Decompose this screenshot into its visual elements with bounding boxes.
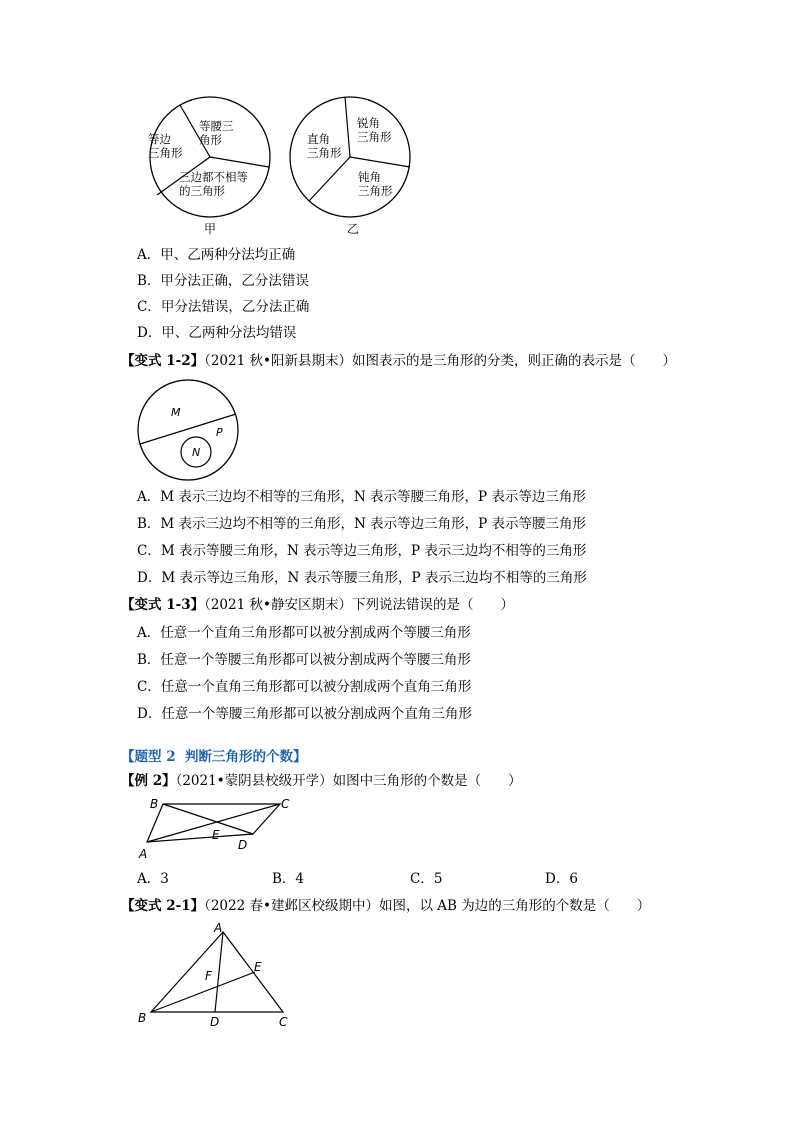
q1-3-option-a[interactable]: A．任意一个直角三角形都可以被分割成两个等腰三角形 <box>137 625 471 641</box>
q1-2-stem: （2021 秋•阳新县期末）如图表示的是三角形的分类，则正确的表示是（ ） <box>204 353 676 369</box>
ex2-label-e: E <box>212 828 220 842</box>
q1-3-option-d[interactable]: D．任意一个等腰三角形都可以被分割成两个直角三角形 <box>137 706 472 722</box>
ex2-label-c: C <box>281 797 290 811</box>
ex2-stem: （2021•蒙阴县校级开学）如图中三角形的个数是（ ） <box>175 773 522 789</box>
q2-1-label-b: B <box>138 1011 147 1025</box>
q1-1-option-a[interactable]: A．甲、乙两种分法均正确 <box>137 247 296 263</box>
figure-mnp-circle <box>136 378 240 482</box>
jia-scalene-l1: 三边都不相等 <box>179 170 248 184</box>
q1-2-question <box>121 352 676 370</box>
q1-2-option-a[interactable]: A．M 表示三边均不相等的三角形，N 表示等腰三角形，P 表示等边三角形 <box>137 489 586 505</box>
q1-3-stem: （2021 秋•静安区期末）下列说法错误的是（ ） <box>204 597 514 613</box>
ex2-option-a[interactable]: A．3 <box>137 871 169 887</box>
q1-1-option-b[interactable]: B．甲分法正确，乙分法错误 <box>137 273 309 289</box>
pie-yi <box>290 97 410 236</box>
jia-equilateral-l2: 三角形 <box>148 146 183 160</box>
q2-1-label-e: E <box>254 960 262 974</box>
q1-2-option-d[interactable]: D．M 表示等边三角形，N 表示等腰三角形，P 表示三边均不相等的三角形 <box>137 570 587 586</box>
jia-isosceles-l1: 等腰三 <box>199 119 234 133</box>
section-2-tag: 【题型 2 <box>121 749 176 765</box>
figure-triangle-classification-pies <box>135 95 435 240</box>
yi-obtuse-l2: 三角形 <box>358 184 393 198</box>
jia-caption: 甲 <box>204 222 217 236</box>
q2-1-stem: （2022 春•建邺区校级期中）如图，以 AB 为边的三角形的个数是（ ） <box>204 898 651 914</box>
pie-jia <box>148 97 270 236</box>
ex2-label-d: D <box>238 838 248 852</box>
q2-1-label-c: C <box>279 1015 288 1029</box>
label-p: P <box>216 426 223 439</box>
ex2-label-b: B <box>150 797 159 811</box>
q2-1-question <box>121 897 650 915</box>
q1-2-option-c[interactable]: C．M 表示等腰三角形，N 表示等边三角形，P 表示三边均不相等的三角形 <box>137 543 587 559</box>
label-n: N <box>192 446 201 459</box>
figure-triangle-abc <box>135 918 305 1030</box>
yi-obtuse-l1: 钝角 <box>358 170 381 184</box>
ex2-option-d[interactable]: D．6 <box>545 871 578 887</box>
jia-equilateral-l1: 等边 <box>148 132 171 146</box>
q1-3-option-c[interactable]: C．任意一个直角三角形都可以被分割成两个直角三角形 <box>137 679 472 695</box>
q2-1-tag: 【变式 2-1】 <box>121 898 205 914</box>
section-2-title: 判断三角形的个数】 <box>185 749 307 765</box>
q1-2-option-b[interactable]: B．M 表示三边均不相等的三角形，N 表示等边三角形，P 表示等腰三角形 <box>137 516 587 532</box>
q1-2-tag: 【变式 1-2】 <box>121 353 205 369</box>
ex2-option-c[interactable]: C．5 <box>410 871 443 887</box>
yi-right-l2: 三角形 <box>307 146 342 160</box>
q1-3-question <box>121 596 514 614</box>
section-2-heading <box>121 748 307 766</box>
q2-1-label-a: A <box>214 921 223 935</box>
q2-1-label-f: F <box>205 969 212 983</box>
figure-parallelogram-abcd <box>135 794 305 864</box>
label-m: M <box>171 406 181 419</box>
yi-acute-l2: 三角形 <box>357 130 392 144</box>
q1-3-option-b[interactable]: B．任意一个等腰三角形都可以被分割成两个等腰三角形 <box>137 652 471 668</box>
ex2-label-a: A <box>139 847 148 861</box>
yi-right-l1: 直角 <box>307 132 330 146</box>
q1-3-tag: 【变式 1-3】 <box>121 597 205 613</box>
q1-1-option-d[interactable]: D．甲、乙两种分法均错误 <box>137 325 297 341</box>
jia-scalene-l2: 的三角形 <box>179 184 225 198</box>
q2-1-label-d: D <box>210 1015 220 1029</box>
ex2-option-b[interactable]: B．4 <box>272 871 305 887</box>
q1-1-option-c[interactable]: C．甲分法错误，乙分法正确 <box>137 299 310 315</box>
jia-isosceles-l2: 角形 <box>199 133 222 147</box>
yi-caption: 乙 <box>347 222 360 236</box>
yi-acute-l1: 锐角 <box>357 116 380 130</box>
ex2-question <box>121 772 522 790</box>
ex2-tag: 【例 2】 <box>121 773 176 789</box>
